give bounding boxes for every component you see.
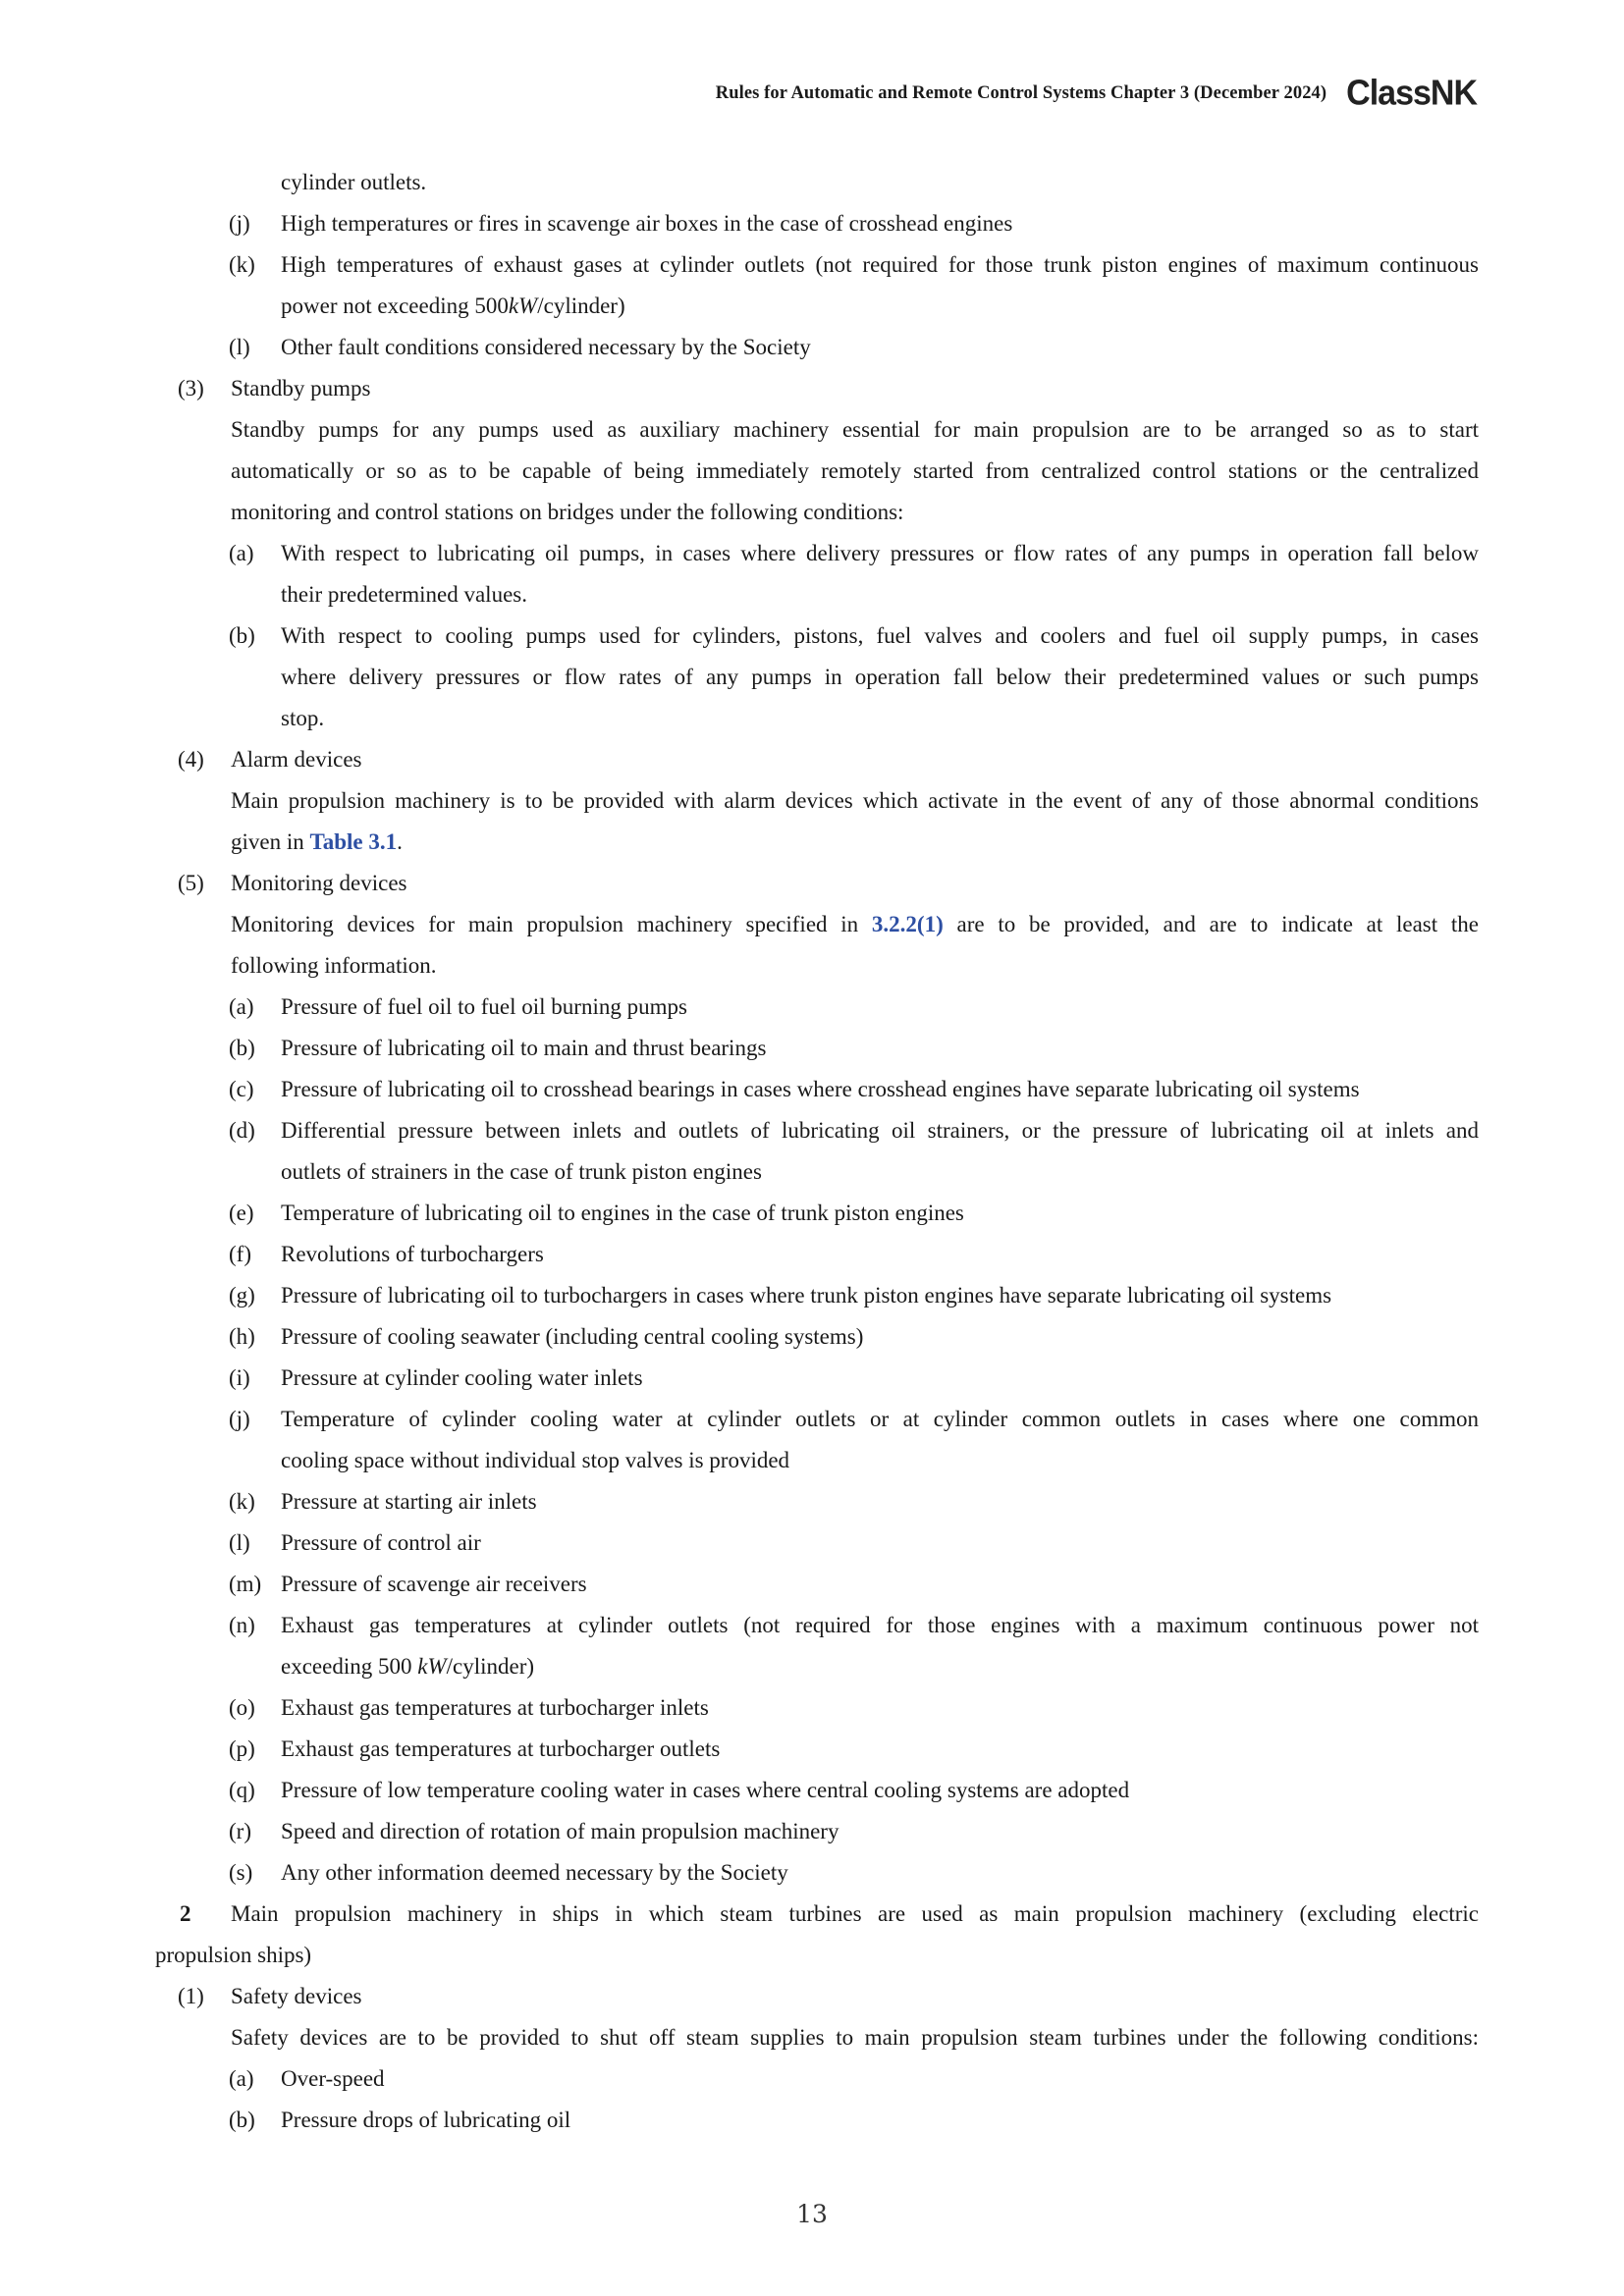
item-text: Pressure at starting air inlets: [281, 1489, 537, 1514]
item-label: (b): [229, 2108, 255, 2132]
item-label: (3): [178, 376, 204, 400]
section-heading: [0, 1976, 1624, 2017]
item-text: Any other information deemed necessary by the Society: [281, 1860, 788, 1885]
item-label: (5): [178, 871, 204, 895]
paragraph-text: Standby pumps for any pumps used as auxiliary machinery essential for main propulsion are to be arranged so as to start: [231, 417, 1479, 442]
page-header: [715, 74, 1477, 113]
item-label: (e): [229, 1201, 254, 1225]
text-line: [0, 1646, 1624, 1687]
list-item: [0, 1110, 1624, 1151]
list-item: [0, 1770, 1624, 1811]
text-line: [0, 698, 1624, 739]
continuation-text: exceeding 500 kW/cylinder): [281, 1654, 535, 1679]
item-text: Pressure of cooling seawater (including central cooling systems): [281, 1324, 864, 1349]
text-line: [0, 2017, 1624, 2058]
item-label: (m): [229, 1572, 262, 1596]
item-label: (j): [229, 211, 250, 236]
paragraph-text: Safety devices are to be provided to shut off steam supplies to main propulsion steam turbines under the following conditions:: [231, 2025, 1479, 2050]
item-text: Pressure drops of lubricating oil: [281, 2108, 571, 2132]
item-label: (b): [229, 623, 255, 648]
list-item: [0, 1852, 1624, 1894]
item-label: (q): [229, 1778, 255, 1802]
list-item: [0, 1811, 1624, 1852]
list-item: [0, 1687, 1624, 1729]
item-label: (o): [229, 1695, 255, 1720]
list-item: [0, 1481, 1624, 1522]
item-text: Temperature of cylinder cooling water at cylinder outlets or at cylinder common outlets in cases where one common: [281, 1407, 1479, 1431]
item-text: Pressure of fuel oil to fuel oil burning pumps: [281, 994, 687, 1019]
item-text: Pressure of scavenge air receivers: [281, 1572, 587, 1596]
item-label: (a): [229, 2066, 254, 2091]
item-label: (k): [229, 252, 255, 277]
list-item: [0, 1564, 1624, 1605]
item-text: With respect to lubricating oil pumps, in cases where delivery pressures or flow rates of any pumps in operation fall below: [281, 541, 1479, 565]
list-item: [0, 203, 1624, 244]
item-label: (p): [229, 1736, 255, 1761]
text-line: [0, 574, 1624, 615]
header-title: Rules for Automatic and Remote Control Systems Chapter 3 (December 2024): [715, 82, 1327, 103]
section-title: Alarm devices: [231, 747, 362, 772]
list-item: [0, 1522, 1624, 1564]
item-label: (n): [229, 1613, 255, 1637]
section-title: Safety devices: [231, 1984, 362, 2008]
list-item: [0, 2100, 1624, 2141]
section-heading: [0, 739, 1624, 780]
item-label: (h): [229, 1324, 255, 1349]
item-label: (r): [229, 1819, 251, 1843]
paragraph-text: given in Table 3.1.: [231, 829, 403, 854]
section-heading: [0, 863, 1624, 904]
item-label: (a): [229, 541, 254, 565]
item-text: Differential pressure between inlets and outlets of lubricating oil strainers, or the pressure of lubricating oil at inlets and: [281, 1118, 1479, 1143]
list-item: [0, 615, 1624, 657]
continuation-text: their predetermined values.: [281, 582, 527, 607]
item-label: (i): [229, 1365, 250, 1390]
list-item: [0, 1069, 1624, 1110]
item-text: Pressure of lubricating oil to main and thrust bearings: [281, 1036, 767, 1060]
item-text: High temperatures or fires in scavenge air boxes in the case of crosshead engines: [281, 211, 1013, 236]
paragraph-text: Main propulsion machinery is to be provided with alarm devices which activate in the event of any of those abnormal conditions: [231, 788, 1479, 813]
item-label: (g): [229, 1283, 255, 1308]
item-text: Pressure of low temperature cooling water in cases where central cooling systems are adopted: [281, 1778, 1130, 1802]
text-line: [0, 822, 1624, 863]
paragraph-text: Monitoring devices for main propulsion machinery specified in 3.2.2(1) are to be provided, and are to indicate at least the: [231, 912, 1479, 936]
item-label: (s): [229, 1860, 253, 1885]
item-text: Exhaust gas temperatures at turbocharger inlets: [281, 1695, 709, 1720]
text-line: [0, 1935, 1624, 1976]
continuation-text: stop.: [281, 706, 325, 730]
item-label: (l): [229, 335, 250, 359]
text-line: [0, 657, 1624, 698]
paragraph-text: following information.: [231, 953, 437, 978]
list-item: [0, 1605, 1624, 1646]
text-line: [0, 780, 1624, 822]
list-item: [0, 244, 1624, 286]
list-item: [0, 1275, 1624, 1316]
item-text: Exhaust gas temperatures at cylinder outlets (not required for those engines with a maximum continuous power not: [281, 1613, 1479, 1637]
text-line: [0, 945, 1624, 987]
item-label: (c): [229, 1077, 254, 1101]
list-item: [0, 1399, 1624, 1440]
item-text: Pressure of lubricating oil to turbochargers in cases where trunk piston engines have separate lubricating oil systems: [281, 1283, 1332, 1308]
item-label: (k): [229, 1489, 255, 1514]
list-item: [0, 1193, 1624, 1234]
continuation-text: cooling space without individual stop valves is provided: [281, 1448, 790, 1472]
section-title: Standby pumps: [231, 376, 371, 400]
item-text: Pressure of control air: [281, 1530, 481, 1555]
text-line: [0, 1440, 1624, 1481]
section-title: Monitoring devices: [231, 871, 407, 895]
section-heading: [0, 1894, 1624, 1935]
text-line: [0, 904, 1624, 945]
list-item: [0, 1028, 1624, 1069]
item-text: High temperatures of exhaust gases at cylinder outlets (not required for those trunk piston engines of maximum continuous: [281, 252, 1479, 277]
table-3-1-link[interactable]: Table 3.1: [309, 829, 398, 854]
item-text: Pressure at cylinder cooling water inlets: [281, 1365, 643, 1390]
page-number: 13: [796, 2200, 828, 2228]
item-text: Pressure of lubricating oil to crosshead bearings in cases where crosshead engines have separate lubricating oil systems: [281, 1077, 1360, 1101]
text-line: [0, 409, 1624, 451]
section-heading: [0, 368, 1624, 409]
continuation-text: outlets of strainers in the case of trunk piston engines: [281, 1159, 762, 1184]
continuation-text: where delivery pressures or flow rates of any pumps in operation fall below their predetermined values or such pumps: [281, 665, 1479, 689]
paragraph-text: monitoring and control stations on bridges under the following conditions:: [231, 500, 904, 524]
text-line: [0, 492, 1624, 533]
list-item: [0, 1234, 1624, 1275]
section-text: Main propulsion machinery in ships in which steam turbines are used as main propulsion machinery (excluding electric: [231, 1901, 1479, 1926]
section-number: 2: [180, 1901, 191, 1926]
item-text: Exhaust gas temperatures at turbocharger outlets: [281, 1736, 721, 1761]
item-label: (j): [229, 1407, 250, 1431]
item-label: (a): [229, 994, 254, 1019]
list-item: [0, 1729, 1624, 1770]
list-item: [0, 2058, 1624, 2100]
item-text: With respect to cooling pumps used for cylinders, pistons, fuel valves and coolers and fuel oil supply pumps, in cases: [281, 623, 1479, 648]
item-label: (l): [229, 1530, 250, 1555]
text-line: [0, 1151, 1624, 1193]
continuation-text: power not exceeding 500kW/cylinder): [281, 294, 625, 318]
item-text: Speed and direction of rotation of main propulsion machinery: [281, 1819, 839, 1843]
continuation-text: propulsion ships): [155, 1943, 312, 1967]
continuation-text: cylinder outlets.: [281, 170, 427, 194]
text-line: [0, 162, 1624, 203]
classnk-logo: ClassNK: [1346, 74, 1477, 113]
list-item: [0, 1358, 1624, 1399]
item-label: (b): [229, 1036, 255, 1060]
text-line: [0, 286, 1624, 327]
list-item: [0, 1316, 1624, 1358]
text-line: [0, 451, 1624, 492]
item-label: (1): [178, 1984, 204, 2008]
document-body: [0, 162, 1624, 2141]
item-text: Over-speed: [281, 2066, 385, 2091]
list-item: [0, 987, 1624, 1028]
item-label: (f): [229, 1242, 251, 1266]
item-label: (4): [178, 747, 204, 772]
list-item: [0, 327, 1624, 368]
item-text: Other fault conditions considered necessary by the Society: [281, 335, 811, 359]
item-text: Revolutions of turbochargers: [281, 1242, 544, 1266]
paragraph-text: automatically or so as to be capable of being immediately remotely started from centralized control stations or the centralized: [231, 458, 1479, 483]
section-3-2-2-link[interactable]: 3.2.2(1): [871, 912, 944, 936]
list-item: [0, 533, 1624, 574]
item-text: Temperature of lubricating oil to engines in the case of trunk piston engines: [281, 1201, 964, 1225]
item-label: (d): [229, 1118, 255, 1143]
